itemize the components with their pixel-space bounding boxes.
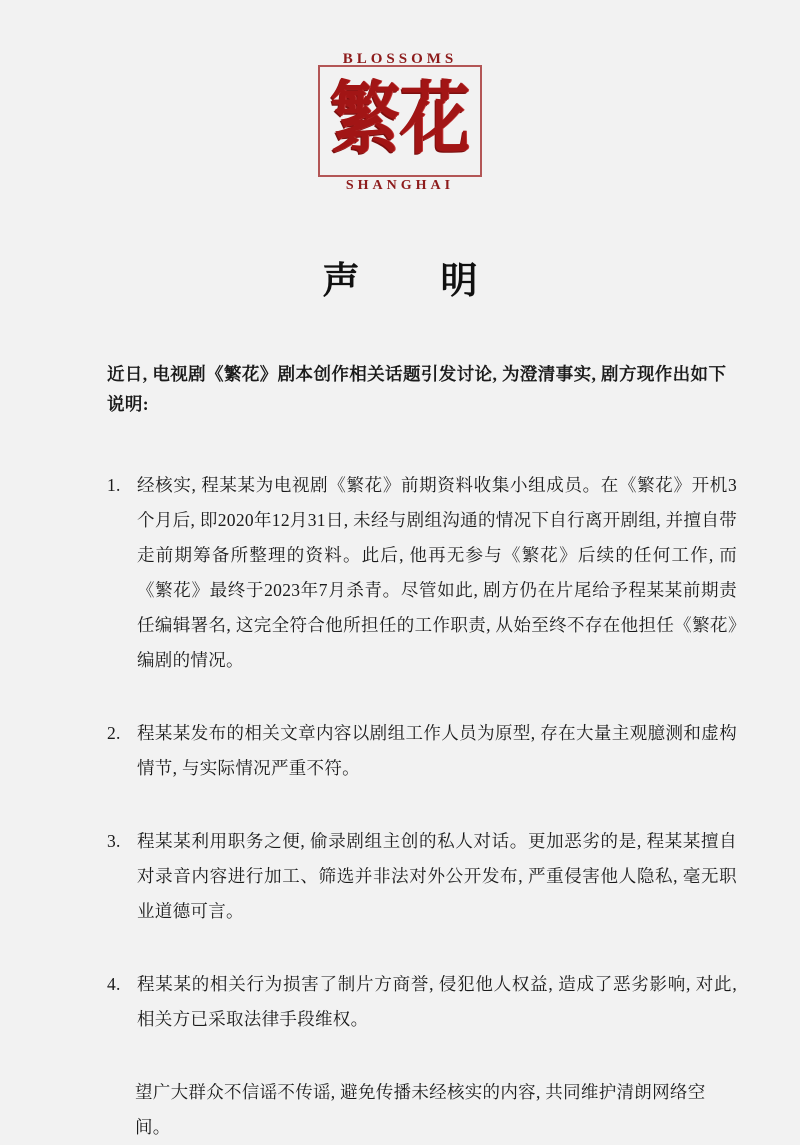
blossoms-logo-mark [309,42,491,202]
list-item-text: 经核实, 程某某为电视剧《繁花》前期资料收集小组成员。在《繁花》开机3个月后, 即2020年12月31日, 未经与剧组沟通的情况下自行离开剧组, 并擅自带走前期筹备所整理的资料。此后, 他再无参与《繁花》后续的任何工作, 而《繁花》最终于2023年7月杀青。尽管如此, 剧方仍在片尾给予程某某前期责任编辑署名, 这完全符合他所担任的工作职责, 从始至终不存在他担任《繁花》编剧的情况。 [137,474,737,670]
list-item [55,716,745,786]
statement-body [55,360,745,1145]
logo-chinese-text: 繁花 [330,76,470,164]
logo-english-top: BLOSSOMS [342,50,458,67]
show-logo [0,0,800,202]
list-item [55,967,745,1037]
page-title: 声 明 [322,261,500,302]
list-item-text: 程某某的相关行为损害了制片方商誉, 侵犯他人权益, 造成了恶劣影响, 对此, 相关方已采取法律手段维权。 [137,973,737,1029]
statement-intro: 近日, 电视剧《繁花》剧本创作相关话题引发讨论, 为澄清事实, 剧方现作出如下说明: [107,364,727,414]
logo-english-bottom: SHANGHAI [345,177,455,193]
list-item-text: 程某某利用职务之便, 偷录剧组主创的私人对话。更加恶劣的是, 程某某擅自对录音内容进行加工、筛选并非法对外公开发布, 严重侵害他人隐私, 毫无职业道德可言。 [137,830,737,921]
list-item-number: 3. [107,830,121,851]
statement-closing: 望广大群众不信谣不传谣, 避免传播未经核实的内容, 共同维护清朗网络空间。 [135,1081,706,1137]
list-item [55,824,745,929]
list-item [55,468,745,678]
list-item-number: 4. [107,973,121,994]
list-item-number: 2. [107,722,121,743]
statement-items-list [55,468,745,1037]
list-item-number: 1. [107,474,121,495]
logo-chinese-title [312,69,488,173]
list-item-text: 程某某发布的相关文章内容以剧组工作人员为原型, 存在大量主观臆测和虚构情节, 与实际情况严重不符。 [137,722,737,778]
